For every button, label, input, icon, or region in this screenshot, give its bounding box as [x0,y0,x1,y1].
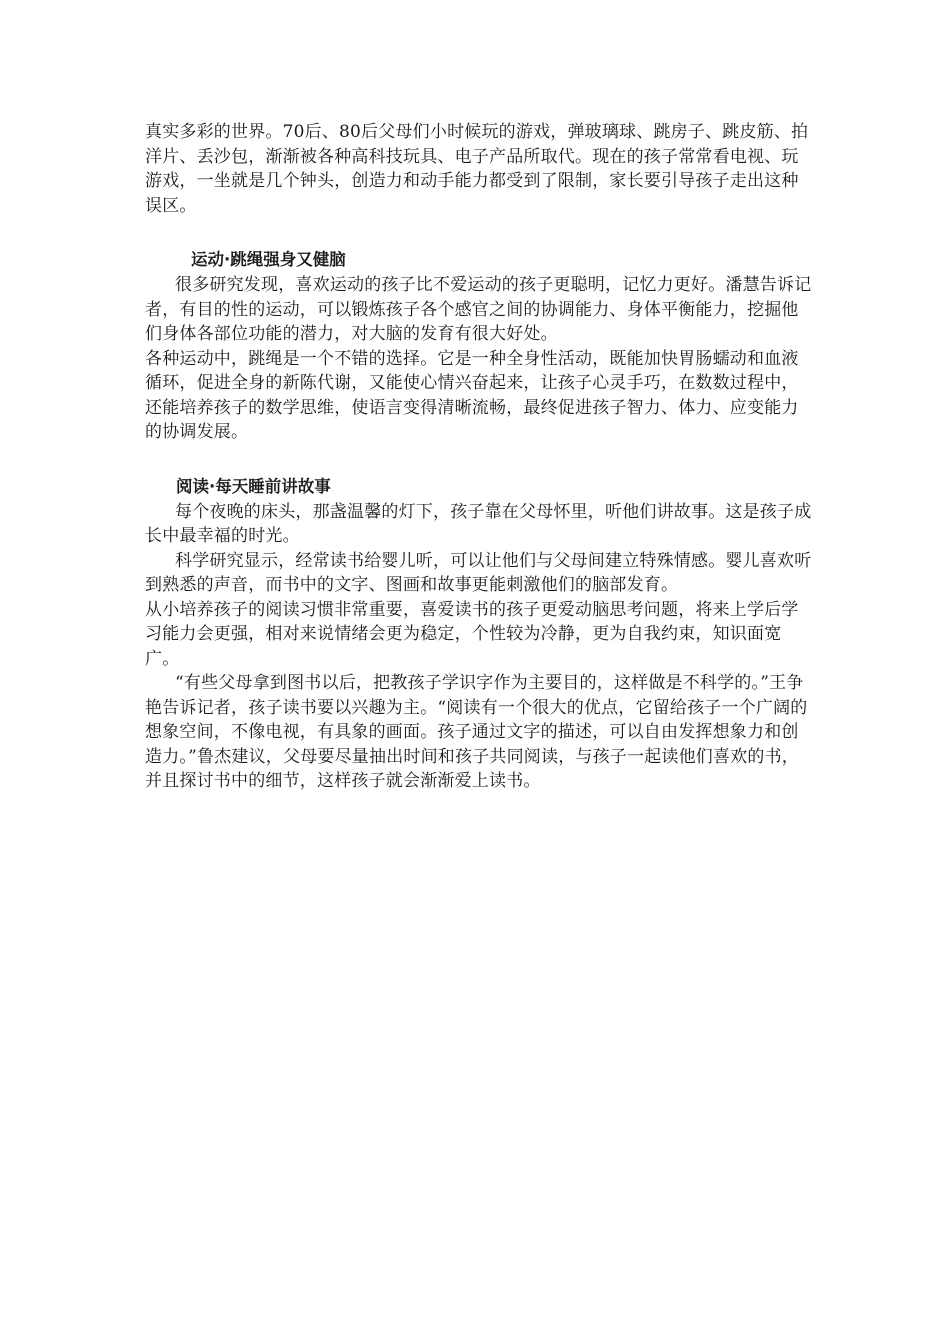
intro-paragraph: 真实多彩的世界。70后、80后父母们小时候玩的游戏，弹玻璃球、跳房子、跳皮筋、拍洋片、丢沙包，渐渐被各种高科技玩具、电子产品所取代。现在的孩子常常看电视、玩游戏，一坐就是几个钟头，创造力和动手能力都受到了限制，家长要引导孩子走出这种误区。 [145,122,809,216]
reading-paragraph-3: 从小培养孩子的阅读习惯非常重要，喜爱读书的孩子更爱动脑思考问题，将来上学后学习能力会更强，相对来说情绪会更为稳定，个性较为冷静，更为自我约束，知识面宽广。 [145,599,799,669]
reading-paragraph-1: 每个夜晚的床头，那盏温馨的灯下，孩子靠在父母怀里，听他们讲故事。这是孩子成长中最幸福的时光。 [145,501,812,546]
sport-paragraph-1: 很多研究发现，喜欢运动的孩子比不爱运动的孩子更聪明，记忆力更好。潘慧告诉记者，有目的性的运动，可以锻炼孩子各个感官之间的协调能力、身体平衡能力，挖掘他们身体各部位功能的潜力，对大脑的发育有很大好处。 [145,275,812,344]
section-heading-sport: 运动·跳绳强身又健脑 [191,250,346,269]
section-heading-reading: 阅读·每天睡前讲故事 [176,476,331,496]
section-spacer [145,218,815,241]
reading-paragraph-4: “有些父母拿到图书以后，把教孩子学识字作为主要目的，这样做是不科学的。”王争艳告诉记者，孩子读书要以兴趣为主。“阅读有一个很大的优点，它留给孩子一个广阔的想象空间，不像电视，有具象的画面。孩子通过文字的描述，可以自由发挥想象力和创造力。”鲁杰建议，父母要尽量抽出时间和孩子共同阅读，与孩子一起读他们喜欢的书，并且探讨书中的细节，这样孩子就会渐渐爱上读书。 [145,673,808,791]
sport-paragraph-2: 各种运动中，跳绳是一个不错的选择。它是一种全身性活动，既能加快胃肠蠕动和血液循环，促进全身的新陈代谢，又能使心情兴奋起来，让孩子心灵手巧，在数数过程中，还能培养孩子的数学思维，使语言变得清晰流畅，最终促进孩子智力、体力、应变能力的协调发展。 [145,348,799,442]
section-spacer [145,445,815,468]
reading-paragraph-2: 科学研究显示，经常读书给婴儿听，可以让他们与父母间建立特殊情感。婴儿喜欢听到熟悉的声音，而书中的文字、图画和故事更能刺激他们的脑部发育。 [145,550,812,595]
article-body [145,120,815,794]
